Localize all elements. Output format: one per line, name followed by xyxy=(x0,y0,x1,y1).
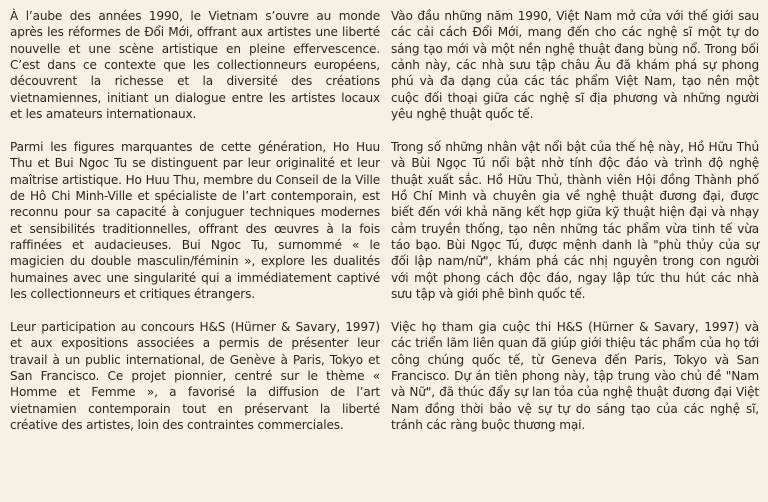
french-paragraph-1: À l’aube des années 1990, le Vietnam s’ouvre au monde après les réformes de Đổi Mới, offrant aux artistes une liberté nouvelle et une scène artistique en pleine effervescence. C’est dans ce contexte que les collectionneurs européens, découvrent la richesse et la diversité des créations vietnamiennes, initiant un dialogue entre les artistes locaux et les amateurs internationaux. xyxy=(10,9,380,122)
vietnamese-column xyxy=(391,8,759,433)
vietnamese-paragraph-2: Trong số những nhân vật nổi bật của thế hệ này, Hồ Hữu Thủ và Bùi Ngọc Tú nổi bật nhờ tính độc đáo và trình độ nghệ thuật xuất sắc. Hồ Hữu Thủ, thành viên Hội đồng Thành phố Hồ Chí Minh và chuyên gia về nghệ thuật đương đại, được biết đến với khả năng kết hợp giữa kỹ thuật hiện đại và nhạy cảm truyền thống, tạo nên những tác phẩm vừa tinh tế vừa táo bạo. Bùi Ngọc Tú, được mệnh danh là "phù thủy của sự đối lập nam/nữ", khám phá các nhị nguyên trong con người với một phong cách độc đáo, ngay lập tức thu hút các nhà sưu tập và giới phê bình quốc tế. xyxy=(391,139,759,301)
vietnamese-paragraph-1: Vào đầu những năm 1990, Việt Nam mở cửa với thế giới sau các cải cách Đổi Mới, mang đến cho các nghệ sĩ một tự do sáng tạo mới và một nền nghệ thuật đang bùng nổ. Trong bối cảnh này, các nhà sưu tập châu Âu đã khám phá sự phong phú và đa dạng của các tác phẩm Việt Nam, tạo nên một cuộc đối thoại giữa các nghệ sĩ địa phương và những người yêu nghệ thuật quốc tế. xyxy=(391,9,759,122)
french-paragraph-3: Leur participation au concours H&S (Hürner & Savary, 1997) et aux expositions associées a permis de présenter leur travail à un public international, de Genève à Paris, Tokyo et San Francisco. Ce projet pionnier, centré sur le thème « Homme et Femme », a favorisé la diffusion de l’art vietnamien contemporain tout en préservant la liberté créative des artistes, loin des contraintes commerciales. xyxy=(10,319,380,432)
vietnamese-paragraph-3: Việc họ tham gia cuộc thi H&S (Hürner & Savary, 1997) và các triển lãm liên quan đã giúp giới thiệu tác phẩm của họ tới công chúng quốc tế, từ Geneva đến Paris, Tokyo và San Francisco. Dự án tiên phong này, tập trung vào chủ đề "Nam và Nữ", đã thúc đẩy sự lan tỏa của nghệ thuật đương đại Việt Nam đồng thời bảo vệ sự tự do sáng tạo của các nghệ sĩ, tránh các ràng buộc thương mại. xyxy=(391,319,759,432)
french-column xyxy=(10,8,380,433)
french-paragraph-2: Parmi les figures marquantes de cette génération, Ho Huu Thu et Bui Ngoc Tu se distinguent par leur originalité et leur maîtrise artistique. Ho Huu Thu, membre du Conseil de la Ville de Hô Chi Minh-Ville et spécialiste de l’art contemporain, est reconnu pour sa capacité à conjuguer techniques modernes et sensibilités traditionnelles, offrant des œuvres à la fois raffinées et audacieuses. Bui Ngoc Tu, surnommé « le magicien du double masculin/féminin », explore les dualités humaines avec une singularité qui a immédiatement captivé les collectionneurs et critiques étrangers. xyxy=(10,139,380,301)
